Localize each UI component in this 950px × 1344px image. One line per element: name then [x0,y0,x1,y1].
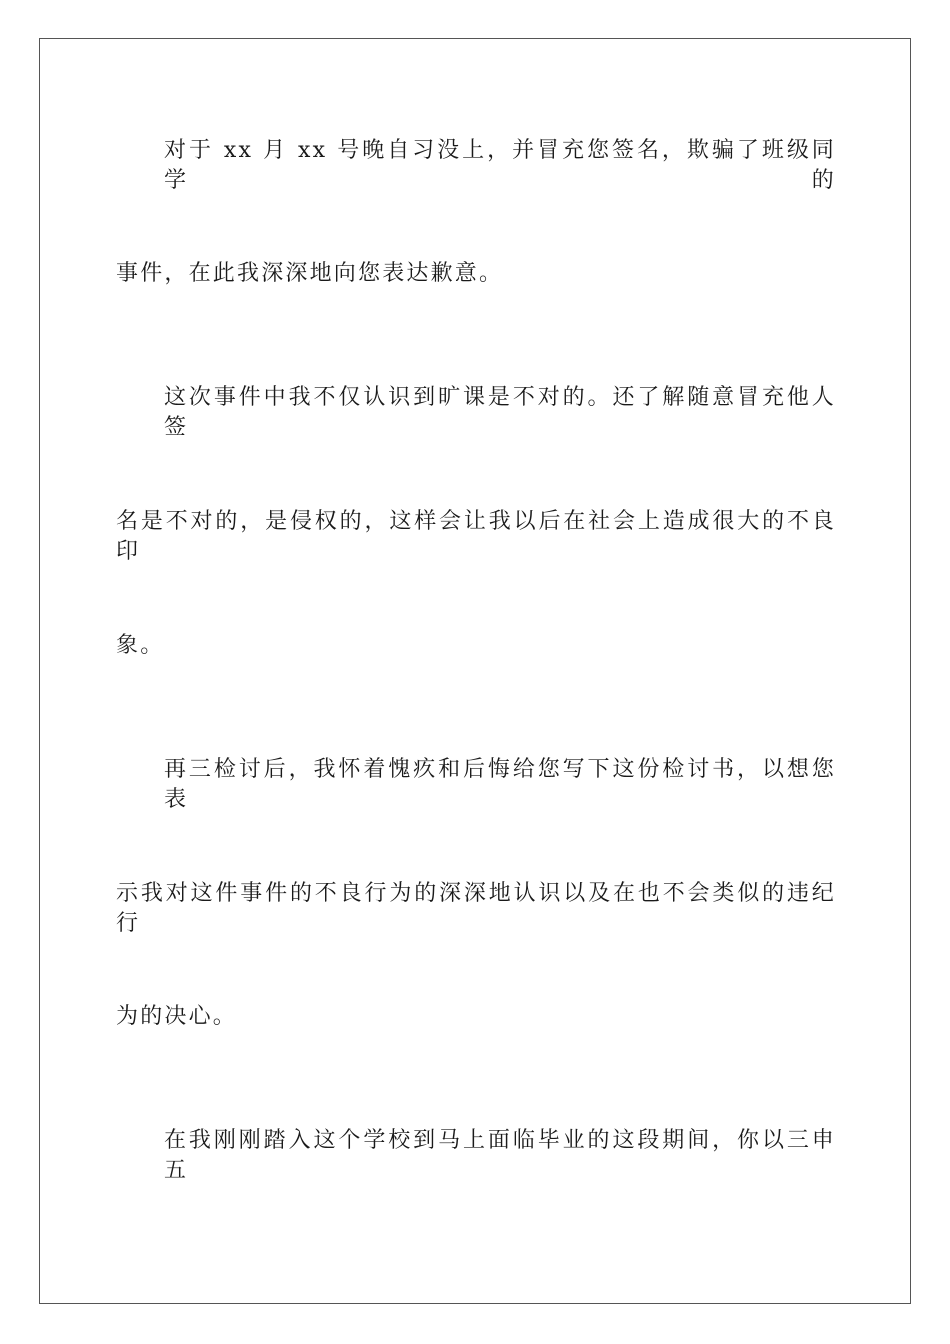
paragraph-3-line-1: 再三检讨后，我怀着愧疚和后悔给您写下这份检讨书，以想您表 [164,757,836,812]
paragraph-3-line-2: 示我对这件事件的不良行为的深深地认识以及在也不会类似的违纪行 [116,881,836,936]
paragraph-1-line-2: 事件，在此我深深地向您表达歉意。 [116,261,504,286]
paragraph-3-line-3: 为的决心。 [116,1004,238,1029]
paragraph-1-line-1: 对于 xx 月 xx 号晚自习没上，并冒充您签名，欺骗了班级同学的 [164,138,836,193]
page-frame [39,38,911,1304]
paragraph-4-line-1: 在我刚刚踏入这个学校到马上面临毕业的这段期间，你以三申五 [164,1128,836,1183]
paragraph-2-line-3: 象。 [116,633,165,658]
paragraph-2-line-2: 名是不对的，是侵权的，这样会让我以后在社会上造成很大的不良印 [116,509,836,564]
paragraph-2-line-1: 这次事件中我不仅认识到旷课是不对的。还了解随意冒充他人签 [164,385,836,440]
